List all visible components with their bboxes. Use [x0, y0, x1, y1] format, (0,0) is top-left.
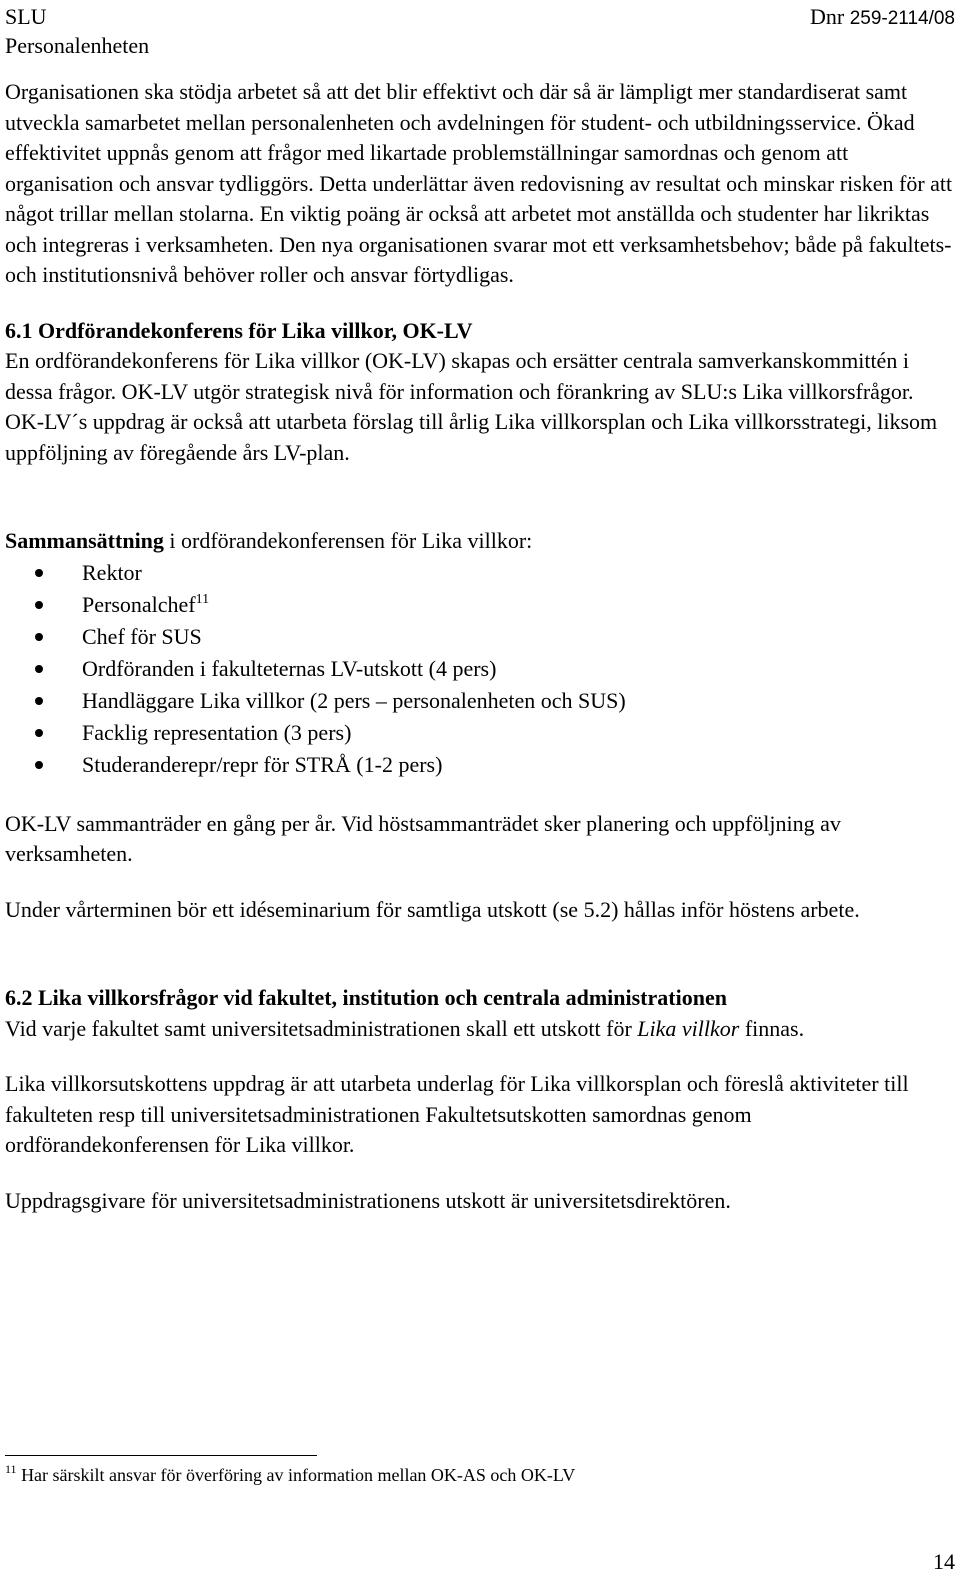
dnr-label: Dnr [809, 4, 845, 29]
header-org: SLU [5, 4, 47, 29]
document-body [5, 77, 953, 1216]
list-item [5, 653, 953, 685]
section-6-1-paragraph: En ordförandekonferens för Lika villkor (OK-LV) skapas och ersätter centrala samverkanskommittén i dessa frågor. OK-LV utgör strategisk nivå för information och förankring av SLU:s Lika villkorsfrågor. OK-LV´s uppdrag är också att utarbeta förslag till årlig Lika villkorsplan och Lika villkorsstrategi, liksom uppföljning av föregående års LV-plan. [5, 348, 938, 465]
meeting-paragraph: OK-LV sammanträder en gång per år. Vid höstsammanträdet sker planering och uppföljning av verksamheten. [5, 810, 841, 866]
composition-bold: Sammansättning [5, 528, 164, 553]
footnote [5, 1462, 575, 1488]
bullet-icon [35, 761, 43, 769]
member-label: Personalchef [82, 591, 196, 617]
list-item [5, 685, 953, 717]
composition-rest: i ordförandekonferensen för Lika villkor: [163, 528, 533, 553]
header-left [5, 2, 149, 60]
footnote-separator [5, 1455, 317, 1456]
bullet-icon [35, 569, 43, 577]
header-dept: Personalenheten [5, 33, 150, 58]
header-dnr [810, 2, 955, 33]
list-item [5, 621, 953, 653]
member-label: Chef för SUS [82, 623, 202, 649]
list-item [5, 589, 953, 621]
list-item [5, 557, 953, 589]
footnote-number: 11 [5, 1462, 17, 1476]
member-label: Handläggare Lika villkor (2 pers – personalenheten och SUS) [82, 687, 626, 713]
footnote-text: Har särskilt ansvar för överföring av information mellan OK-AS och OK-LV [16, 1465, 576, 1485]
member-list [5, 557, 953, 781]
bullet-icon [35, 729, 43, 737]
section-6-2-paragraph-2: Lika villkorsutskottens uppdrag är att utarbeta underlag för Lika villkorsplan och föreslå aktiviteter till fakulteten resp till universitetsadministrationen Fakultetsutskotten samordnas genom ordförandekonferensen för Lika villkor. [5, 1071, 909, 1157]
section-6-1-heading: 6.1 Ordförandekonferens för Lika villkor, OK-LV [5, 317, 473, 343]
list-item [5, 717, 953, 749]
list-item [5, 749, 953, 781]
seminar-paragraph: Under vårterminen bör ett idéseminarium för samtliga utskott (se 5.2) hållas inför höstens arbete. [5, 896, 860, 922]
member-label: Facklig representation (3 pers) [82, 719, 352, 745]
member-label: Rektor [82, 559, 142, 585]
bullet-icon [35, 697, 43, 705]
member-label: Ordföranden i fakulteternas LV-utskott (4 pers) [82, 655, 497, 681]
page-number: 14 [933, 1549, 955, 1574]
para1-end: finnas. [739, 1015, 805, 1041]
section-6-2-heading: 6.2 Lika villkorsfrågor vid fakultet, institution och centrala administrationen [5, 985, 727, 1010]
dnr-number: 259-2114/08 [849, 8, 955, 29]
bullet-icon [35, 665, 43, 673]
para1-italic: Lika villkor [637, 1015, 740, 1041]
section-6-2-paragraph-1 [5, 1014, 953, 1045]
member-label: Studeranderepr/repr för STRÅ (1-2 pers) [82, 751, 443, 777]
section-6-2-paragraph-3: Uppdragsgivare för universitetsadministrationens utskott är universitetsdirektören. [5, 1187, 731, 1213]
intro-paragraph: Organisationen ska stödja arbetet så att det blir effektivt och där så är lämpligt mer standardiserat samt utveckla samarbetet mellan personalenheten och avdelningen för student- och utbildningsservice. Ökad effektivitet uppnås genom att frågor med likartade problemställningar samordnas och genom att organisation och ansvar tydliggörs. Detta underlättar även redovisning av resultat och minskar risken för att något trillar mellan stolarna. En viktig poäng är också att arbetet mot anställda och studenter har likriktas och integreras i verksamheten. Den nya organisationen svarar mot ett verksamhetsbehov; både på fakultets- och institutionsnivå behöver roller och ansvar förtydligas. [5, 79, 953, 287]
bullet-icon [35, 601, 43, 609]
composition-intro [5, 526, 953, 557]
footnote-reference[interactable]: 11 [195, 591, 210, 607]
bullet-icon [35, 633, 43, 641]
para1-start: Vid varje fakultet samt universitetsadministrationen skall ett utskott för [5, 1015, 638, 1041]
document-page [5, 0, 955, 1589]
